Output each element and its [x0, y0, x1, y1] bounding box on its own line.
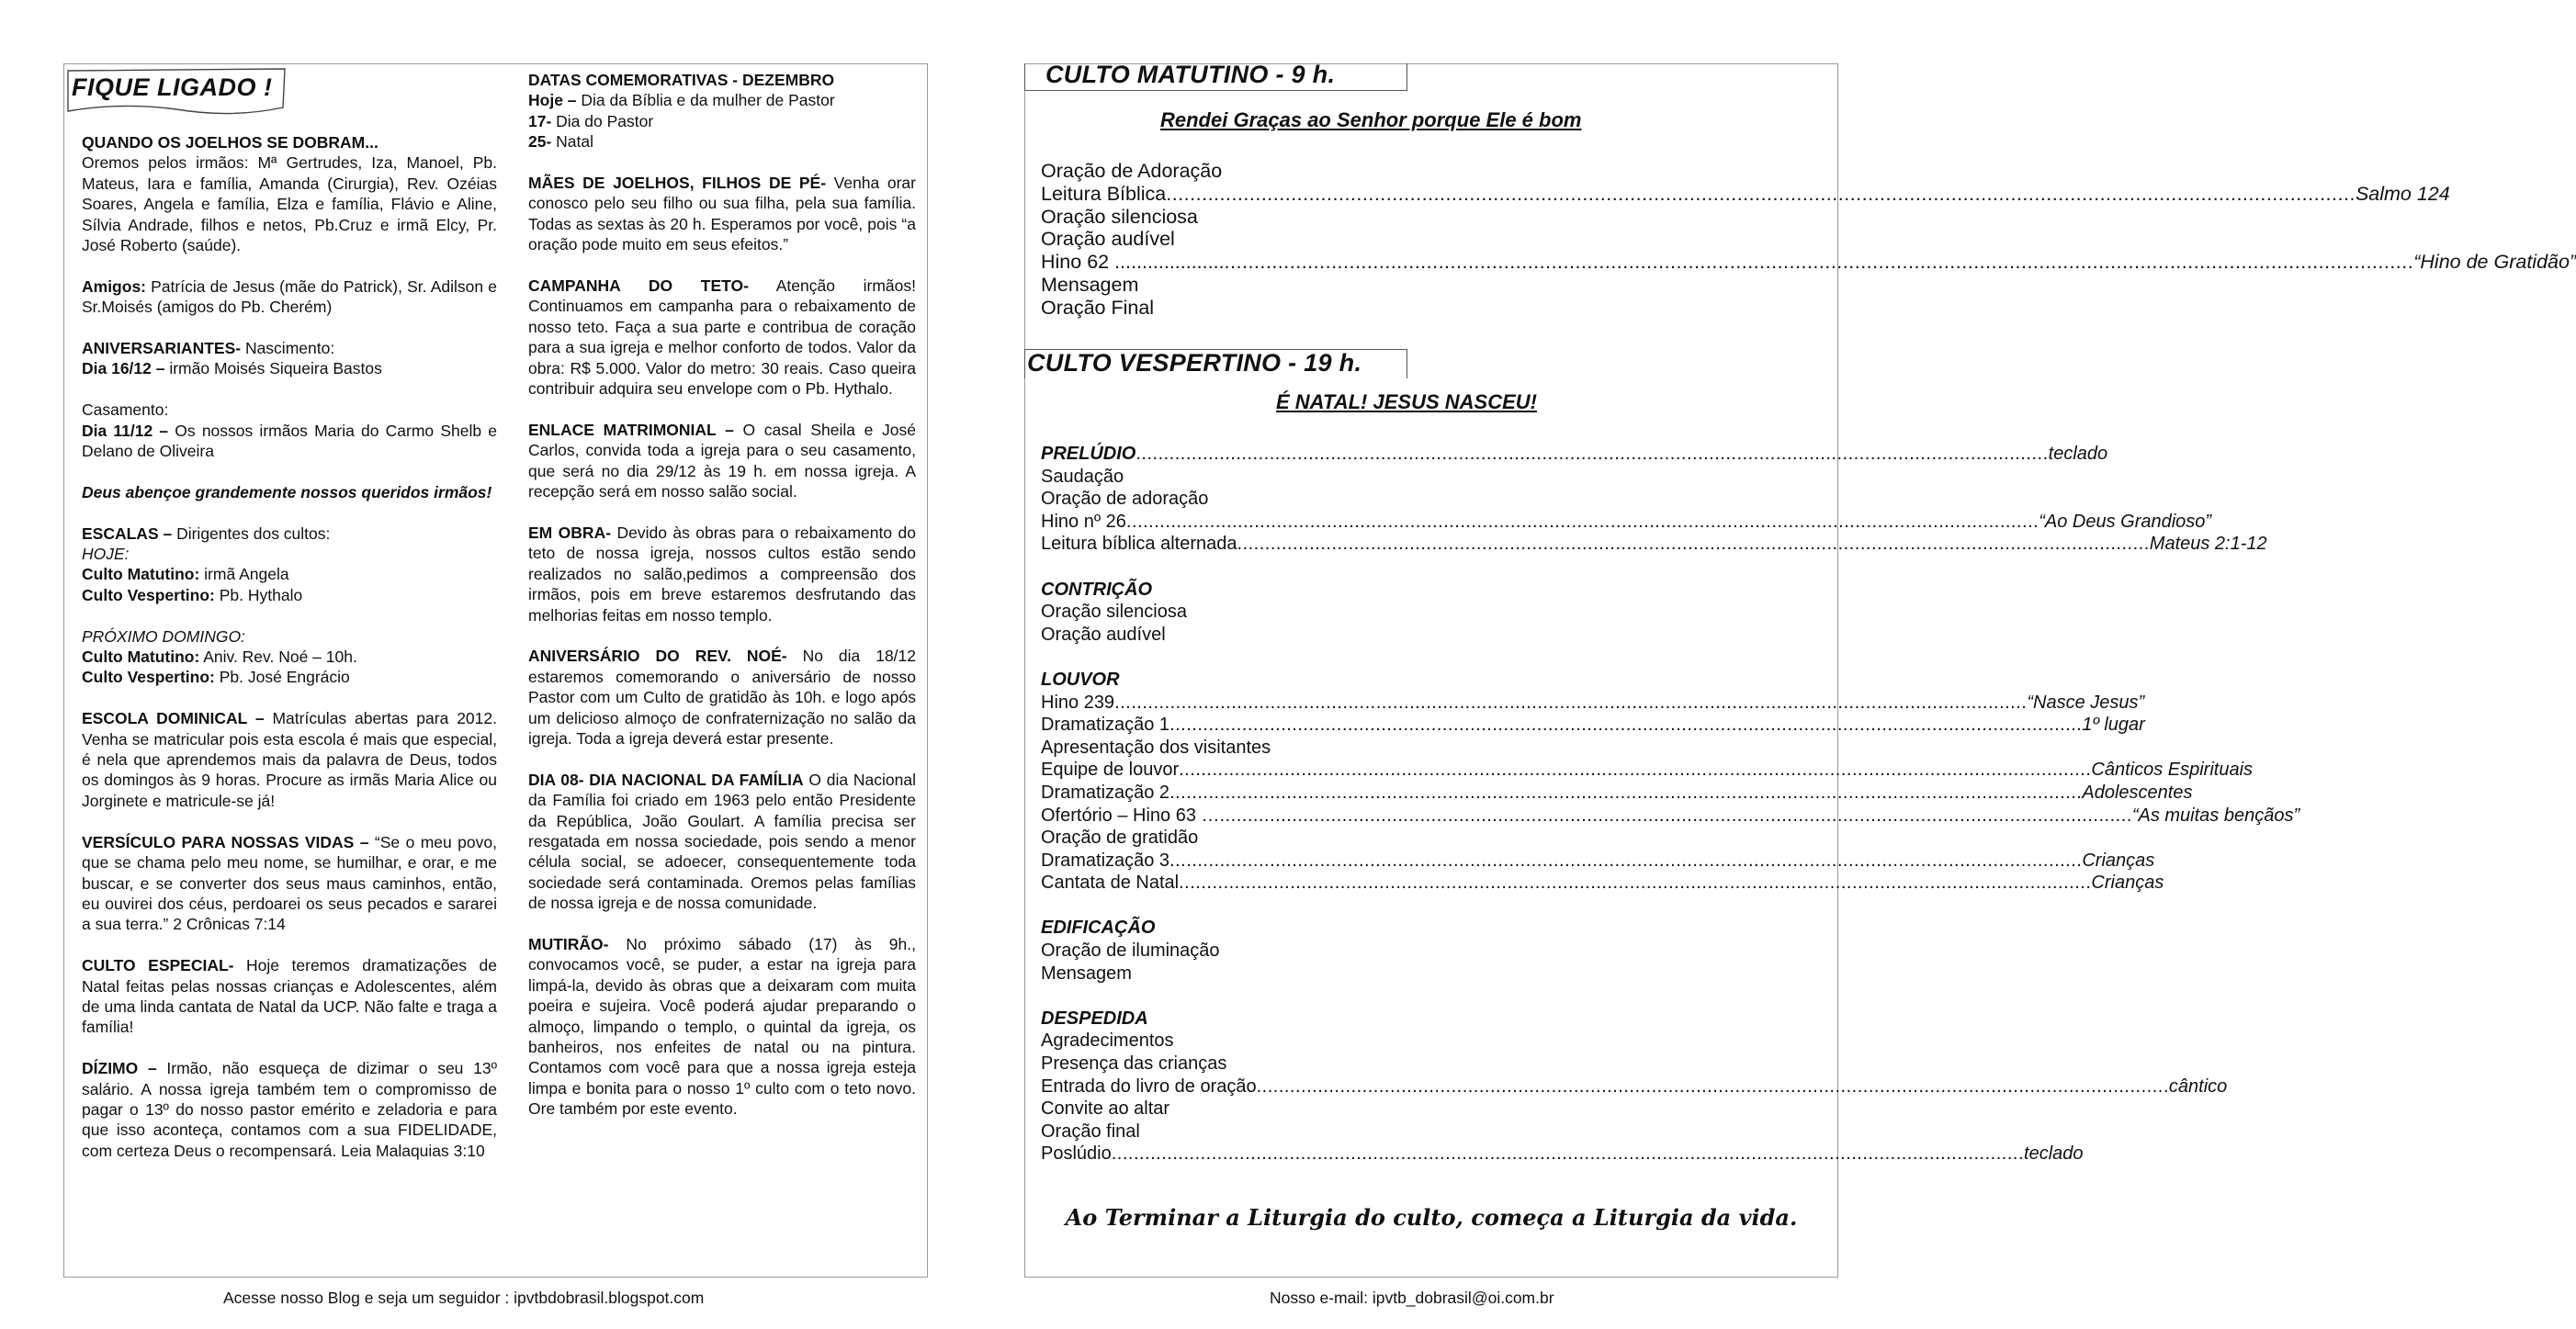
proximo-label: PRÓXIMO DOMINGO:: [82, 626, 245, 646]
familia-text: O dia Nacional da Família foi criado em 1963 pelo então Presidente da República, João Goulart. A família precisa ser resgatada em nossa sociedade, pois sendo a menor célula social, se adoecer, consequentemente toda sociedade será contaminada. Oremos pelas famílias de nossa igreja e de nossa comunidade.: [528, 770, 916, 913]
dizimo-paragraph: [82, 1058, 497, 1161]
left-column: [82, 132, 497, 1161]
matutino-item-label: Oração Final: [1041, 296, 1155, 319]
enlace-text: O casal Sheila e José Carlos, convida toda a igreja para o seu casamento, que será no dia 29/12 às 19 h. em nossa igreja. A recepção será em nosso salão social.: [528, 420, 917, 501]
casamento-date: Dia 11/12 –: [82, 421, 169, 440]
preludio-value: teclado: [2048, 444, 2108, 464]
hino26-label: Hino nº 26: [1041, 511, 1126, 532]
posludio-value: teclado: [2024, 1143, 2084, 1165]
cantata-value: Crianças: [2091, 873, 2164, 894]
versiculo-paragraph: [82, 832, 497, 935]
obra-label: EM OBRA-: [528, 523, 612, 542]
vespertino-title: CULTO VESPERTINO - 19 h.: [1027, 349, 1362, 377]
item-oracao-final: Oração final: [1041, 1121, 1140, 1142]
hoje-matutino: [82, 564, 497, 584]
email-footer: Nosso e-mail: ipvtb_dobrasil@oi.com.br: [1270, 1289, 1554, 1307]
proximo-matutino-label: Culto Matutino:: [82, 648, 200, 667]
ofertorio-value: “As muitas bençãos”: [2131, 805, 2300, 826]
item-oracao-silenciosa: Oração silenciosa: [1041, 602, 1187, 623]
blessing-text: Deus abençoe grandemente nossos queridos irmãos!: [82, 482, 492, 501]
enlace-paragraph: [528, 420, 916, 502]
familia-paragraph: [528, 770, 916, 914]
hino26-row: [1041, 511, 2212, 534]
joelhos-text: Oremos pelos irmãos: Mª Gertrudes, Iza, Manoel, Pb. Mateus, Iara e família, Amanda (Cirurgia), Rev. Ozéias Soares, Angela e família, Elza e família, Flávio e Aline, Sílvia Andrade, filhos e netos, Pb.Cruz e irmã Elcy, Pr. José Roberto (saúde).: [82, 153, 497, 255]
hoje-matutino-value: irmã Angela: [199, 565, 289, 584]
hino239-value: “Nasce Jesus”: [2027, 692, 2145, 713]
obra-paragraph: [528, 523, 916, 625]
escola-paragraph: [82, 708, 497, 811]
aniversariantes-line: [82, 338, 497, 358]
aniversariantes-text: Nascimento:: [241, 339, 335, 358]
escola-label: ESCOLA DOMINICAL –: [82, 709, 265, 728]
dot-leader: ....................................................................................................................................................................: [1169, 715, 2083, 736]
item-agradecimentos: Agradecimentos: [1041, 1031, 1174, 1052]
ofertorio-label: Ofertório – Hino 63 …: [1041, 805, 1220, 826]
amigos-paragraph: [82, 276, 497, 318]
leitura-value: Mateus 2:1-12: [2149, 534, 2267, 555]
drama2-label: Dramatização 2: [1041, 782, 1170, 803]
dot-leader: ....................................................................................................................................................................: [1125, 511, 2039, 532]
matutino-item: [1041, 297, 1768, 320]
escalas-text: Dirigentes dos cultos:: [172, 524, 331, 543]
drama1-value: 1º lugar: [2082, 715, 2145, 736]
amigos-label: Amigos:: [82, 276, 146, 296]
datas-25-label: 25-: [528, 132, 552, 152]
matutino-title: CULTO MATUTINO - 9 h.: [1045, 61, 1336, 88]
drama3-label: Dramatização 3: [1041, 850, 1170, 871]
dizimo-text: Irmão, não esqueça de dizimar o seu 13º salário. A nossa igreja também tem o compromisso de pagar o 13º do nosso pastor emérito e zeladoria e para que isso aconteça, contamos com a sua FIDELIDADE, com certeza Deus o recompensará. Leia Malaquias 3:10: [82, 1059, 497, 1160]
casamento-paragraph: [82, 421, 497, 462]
item-gratidao: Oração de gratidão: [1041, 828, 1199, 849]
proximo-vespertino-value: Pb. José Engrácio: [214, 668, 350, 687]
contricao-heading: CONTRIÇÃO: [1041, 579, 1153, 600]
hino239-label: Hino 239: [1041, 692, 1115, 713]
item-presenca: Presença das crianças: [1041, 1053, 1227, 1075]
mutirao-label: MUTIRÃO-: [528, 934, 609, 953]
dot-leader: ....................................................................................................................................................................: [1179, 873, 2092, 894]
matutino-subtitle: Rendei Graças ao Senhor porque Ele é bom: [1160, 108, 1582, 131]
hoje-matutino-label: Culto Matutino:: [82, 565, 200, 584]
dot-leader: ....................................................................................................................................................................: [1179, 760, 2092, 781]
casamento-label: Casamento:: [82, 400, 169, 420]
matutino-item: [1041, 274, 1768, 297]
datas-heading: DATAS COMEMORATIVAS - DEZEMBRO: [528, 71, 835, 89]
teto-paragraph: [528, 276, 916, 399]
mutirao-text: No próximo sábado (17) às 9h., convocamos você, se puder, a estar na igreja para limpá-la, devido às obras que a deixaram com muita poeira e sujeira. Você poderá ajudar preparando o almoço, limpando o templo, o quintal da igreja, os banheiros, nos enfeites de natal ou na pintura. Contamos com você para que a nossa igreja esteja limpa e bonita para o nosso 1º culto com o teto novo. Ore também por este evento.: [528, 934, 916, 1119]
matutino-item-label: Oração silenciosa: [1041, 205, 1198, 228]
entrada-value: cântico: [2168, 1076, 2228, 1097]
matutino-item: [1041, 160, 1768, 183]
ofertorio-row: [1041, 805, 2300, 828]
matutino-item: [1041, 182, 2450, 206]
edificacao-heading: EDIFICAÇÃO: [1041, 918, 1156, 939]
dot-leader: ....................................................................................................................................................................: [1135, 444, 2049, 464]
proximo-vespertino: [82, 667, 497, 687]
matutino-item-label: Leitura Bíblica: [1041, 182, 1167, 205]
item-oracao-iluminacao: Oração de iluminação: [1041, 940, 1220, 962]
noe-label: ANIVERSÁRIO DO REV. NOÉ-: [528, 647, 787, 666]
vespertino-subtitle: É NATAL! JESUS NASCEU!: [1276, 390, 1537, 413]
aniversariante-name: irmão Moisés Siqueira Bastos: [164, 359, 382, 378]
matutino-item-label: Oração de Adoração: [1041, 160, 1223, 182]
leitura-row: [1041, 533, 2267, 556]
matutino-item: [1041, 228, 1768, 251]
item-oracao-adoracao: Oração de adoração: [1041, 489, 1209, 510]
datas-17-text: Dia do Pastor: [551, 111, 654, 130]
escalas-line: [82, 524, 497, 544]
matutino-item-value: “Hino de Gratidão”: [2413, 251, 2576, 274]
enlace-label: ENLACE MATRIMONIAL –: [528, 420, 734, 439]
especial-label: CULTO ESPECIAL-: [82, 956, 234, 975]
despedida-heading: DESPEDIDA: [1041, 1008, 1148, 1029]
casamento-text: Os nossos irmãos Maria do Carmo Shelb e Delano de Oliveira: [82, 421, 497, 461]
item-mensagem: Mensagem: [1041, 963, 1132, 984]
hino26-value: “Ao Deus Grandioso”: [2039, 511, 2212, 532]
preludio-label: PRELÚDIO: [1041, 444, 1136, 464]
louvor-heading: LOUVOR: [1041, 669, 1120, 690]
dot-leader: ....................................................................................................................................................................: [1111, 1143, 2025, 1165]
escola-text: Matrículas abertas para 2012. Venha se matricular pois esta escola é mais que especial, é nela que aprendemos mais da palavra de Deus, todos os domingos às 9 horas. Procure as irmãs Maria Alice ou Jorginete e matricule-se já!: [82, 709, 497, 810]
drama3-value: Crianças: [2082, 850, 2155, 871]
matutino-item-label: Hino 62 ....................: [1041, 251, 1225, 274]
datas-hoje-label: Hoje –: [528, 91, 577, 110]
vespertino-order: [1041, 443, 2300, 1166]
datas-17-label: 17-: [528, 111, 552, 130]
obra-text: Devido às obras para o rebaixamento do teto de nossa igreja, nossos cultos estão sendo realizados no salão,pedimos a compreensão dos irmãos, pois em breve estaremos desfrutando das melhorias feitas em nosso templo.: [528, 523, 916, 625]
maes-label: MÃES DE JOELHOS, FILHOS DE PÉ-: [528, 174, 827, 193]
proximo-matutino: [82, 647, 497, 667]
dot-leader: ........................................................................................................................................................................................................: [1166, 182, 2356, 205]
mutirao-paragraph: [528, 934, 916, 1120]
noe-text: No dia 18/12 estaremos comemorando o aniversário de nosso Pastor com um Culto de gratidão às 10h. e logo após um delicioso almoço de confraternização no salão da igreja. Toda a igreja deverá estar presente.: [528, 647, 917, 748]
hoje-vespertino-value: Pb. Hythalo: [214, 585, 303, 604]
leitura-label: Leitura bíblica alternada: [1041, 534, 1237, 555]
hoje-label: HOJE:: [82, 545, 130, 564]
equipe-label: Equipe de louvor: [1041, 760, 1180, 781]
datas-17: [528, 111, 916, 131]
item-saudacao: Saudação: [1041, 466, 1124, 487]
dot-leader: ....................................................................................................................................................................: [1169, 850, 2083, 871]
proximo-vespertino-label: Culto Vespertino:: [82, 668, 215, 687]
joelhos-heading: QUANDO OS JOELHOS SE DOBRAM...: [82, 133, 378, 152]
teto-label: CAMPANHA DO TETO-: [528, 276, 749, 296]
maes-paragraph: [528, 173, 916, 255]
hoje-vespertino: [82, 585, 497, 605]
posludio-row: [1041, 1143, 2084, 1166]
dot-leader: ....................................................................................................................................................................: [1114, 692, 2028, 713]
noe-paragraph: [528, 646, 916, 749]
maes-text: Venha orar conosco pelo seu filho ou sua filha, pela sua família. Todas as sextas às 20 h. Esperamos por você, pois “a oração pode muito em seus efeitos.”: [528, 174, 916, 254]
proximo-matutino-value: Aniv. Rev. Noé – 10h.: [199, 648, 357, 667]
drama1-row: [1041, 714, 2145, 737]
equipe-value: Cânticos Espirituais: [2091, 760, 2254, 781]
drama1-label: Dramatização 1: [1041, 715, 1170, 736]
datas-hoje: [528, 90, 916, 110]
versiculo-text: “Se o meu povo, que se chama pelo meu nome, se humilhar, e orar, e me buscar, e se converter dos seus maus caminhos, então, eu ouvirei dos céus, perdoarei os seus pecados e sararei a sua terra.” 2 Crônicas 7:14: [82, 832, 497, 934]
equipe-row: [1041, 759, 2254, 782]
aniversariantes-label: ANIVERSARIANTES-: [82, 339, 242, 358]
familia-label: DIA 08- DIA NACIONAL DA FAMÍLIA: [528, 770, 804, 789]
datas-25-text: Natal: [551, 132, 594, 152]
matutino-item-value: Salmo 124: [2355, 182, 2450, 205]
dot-leader: ....................................................................................................................................................................: [1256, 1076, 2169, 1097]
preludio-row: [1041, 443, 2108, 466]
datas-hoje-text: Dia da Bíblia e da mulher de Pastor: [576, 91, 835, 110]
dot-leader: ....................................................................................................................................................................: [1237, 534, 2150, 555]
amigos-text: Patrícia de Jesus (mãe do Patrick), Sr. Adilson e Sr.Moisés (amigos do Pb. Cherém): [82, 276, 497, 317]
item-oracao-audivel: Oração audível: [1041, 624, 1166, 645]
teto-text: Atenção irmãos! Continuamos em campanha para o rebaixamento de nosso teto. Faça a sua parte e contribua de coração para a sua igreja e melhor conforto de todos. Valor da obra: R$ 5.000. Valor do metro: 30 reais. Caso queira contribuir adquira seu envelope com o Pb. Hythalo.: [528, 276, 916, 399]
cantata-label: Cantata de Natal: [1041, 873, 1180, 894]
item-apresentacao: Apresentação dos visitantes: [1041, 737, 1271, 758]
dizimo-label: DÍZIMO –: [82, 1059, 157, 1078]
aniversariante-date: Dia 16/12 –: [82, 359, 165, 378]
matutino-item-label: Oração audível: [1041, 228, 1175, 251]
versiculo-label: VERSÍCULO PARA NOSSAS VIDAS –: [82, 832, 369, 851]
fique-ligado-title: FIQUE LIGADO !: [72, 73, 273, 101]
drama3-row: [1041, 850, 2155, 873]
dot-leader: ........................................................................................................................................................................................................: [1224, 251, 2414, 274]
escalas-label: ESCALAS –: [82, 524, 173, 543]
posludio-label: Poslúdio: [1041, 1143, 1112, 1165]
cantata-row: [1041, 872, 2164, 895]
entrada-label: Entrada do livro de oração: [1041, 1076, 1257, 1097]
datas-25: [528, 131, 916, 152]
entrada-row: [1041, 1076, 2228, 1098]
middle-column: [528, 70, 916, 1120]
item-convite: Convite ao altar: [1041, 1098, 1170, 1120]
dot-leader: ....................................................................................................................................................................: [1219, 805, 2132, 826]
dot-leader: ....................................................................................................................................................................: [1169, 782, 2083, 803]
aniversariante-line: [82, 358, 497, 378]
matutino-item-label: Mensagem: [1041, 273, 1139, 296]
hino239-row: [1041, 692, 2145, 715]
especial-text: Hoje teremos dramatizações de Natal feitas pelas nossas crianças e Adolescentes, além de uma linda cantata de Natal da UCP. Não falte e traga a família!: [82, 956, 498, 1037]
matutino-order: [1041, 160, 2576, 320]
closing-phrase: Ao Terminar a Liturgia do culto, começa a Liturgia da vida.: [1065, 1204, 1798, 1231]
drama2-value: Adolescentes: [2082, 782, 2193, 803]
hoje-vespertino-label: Culto Vespertino:: [82, 585, 215, 604]
matutino-item: [1041, 251, 2576, 274]
matutino-item: [1041, 206, 1768, 229]
drama2-row: [1041, 782, 2193, 805]
especial-paragraph: [82, 955, 497, 1038]
blog-footer: Acesse nosso Blog e seja um seguidor : ipvtbdobrasil.blogspot.com: [223, 1289, 705, 1307]
